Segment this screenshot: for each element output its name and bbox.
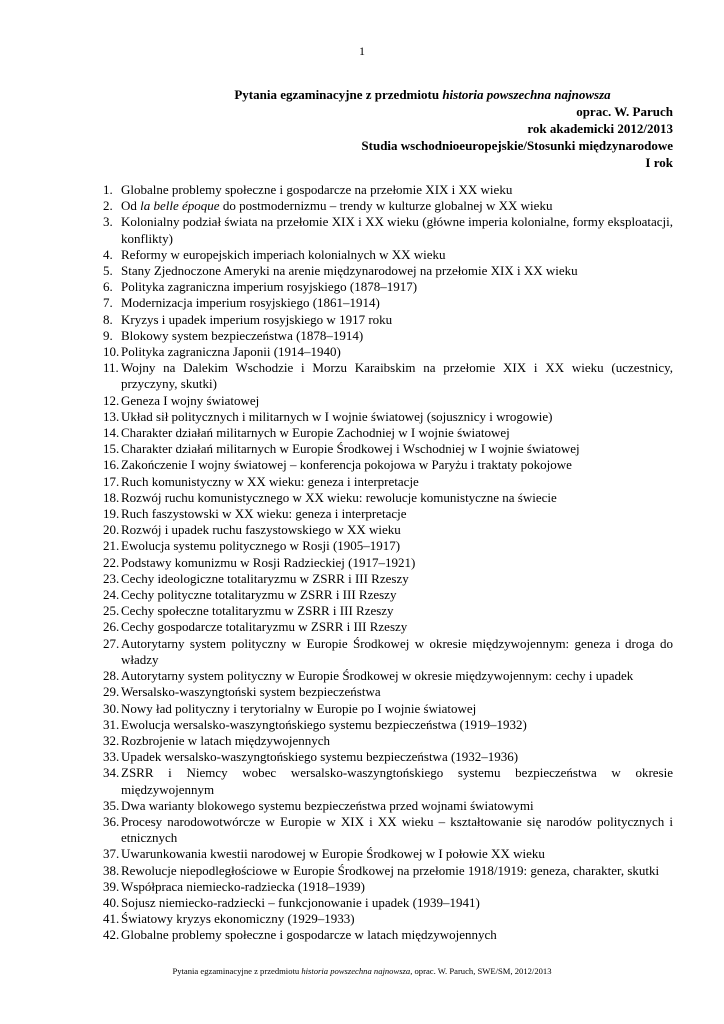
question-number: 25. [103,603,120,619]
document-title [100,86,673,103]
question-number: 8. [103,311,113,327]
question-item [103,214,673,246]
question-number: 1. [103,182,113,197]
question-text: Sojusz niemiecko-radziecki – funkcjonowanie i upadek (1939–1941) [121,894,480,910]
question-text: Wojny na Dalekim Wschodzie i Morzu Karaibskim na przełomie XIX i XX wieku (uczestnicy, przyczyny, skutki) [121,360,673,392]
question-text: Rozbrojenie w latach międzywojennych [121,732,331,748]
question-item [103,295,673,311]
question-item [103,587,673,603]
question-text: Ruch faszystowski w XX wieku: geneza i interpretacje [121,506,407,522]
question-text-italic: la belle époque [140,198,220,214]
question-item [103,393,673,409]
question-text: Dwa warianty blokowego systemu bezpieczeństwa przed wojnami światowymi [121,797,534,813]
question-item [103,538,673,554]
question-item [103,619,673,635]
page-number: 1 [359,44,365,58]
title-prefix: Pytania egzaminacyjne z przedmiotu [234,87,443,102]
question-item [103,895,673,911]
question-text: Procesy narodowotwórcze w Europie w XIX i XX wieku – kształtowanie się narodów politycznych i etnicznych [121,813,673,846]
question-item [103,490,673,506]
question-item [103,668,673,684]
question-item [103,425,673,441]
question-text: Światowy kryzys ekonomiczny (1929–1933) [121,911,355,927]
question-text: Uwarunkowania kwestii narodowej w Europie Środkowej w I połowie XX wieku [121,846,545,862]
question-text: Nowy ład polityczny i terytorialny w Europie po I wojnie światowej [121,700,477,716]
question-text: Ewolucja wersalsko-waszyngtońskiego systemu bezpieczeństwa (1919–1932) [121,716,527,732]
question-item [103,247,673,263]
question-number: 21. [103,538,120,554]
question-item [103,441,673,457]
question-text: Układ sił politycznych i militarnych w I wojnie światowej (sojusznicy i wrogowie) [121,408,553,424]
question-item [103,474,673,490]
question-text [121,198,673,214]
question-number: 42. [103,927,120,943]
question-number: 39. [103,878,120,894]
question-number: 22. [103,554,120,570]
question-item [103,927,673,943]
studies-line: Studia wschodnioeuropejskie/Stosunki międzynarodowe [361,138,673,153]
question-text: Autorytarny system polityczny w Europie Środkowej w okresie międzywojennym: geneza i droga do władzy [121,635,673,667]
question-item [103,863,673,879]
question-item [103,263,673,279]
question-text: Polityka zagraniczna imperium rosyjskiego (1878–1917) [121,279,418,295]
question-text: Cechy polityczne totalitaryzmu w ZSRR i III Rzeszy [121,587,397,603]
question-item [103,814,673,846]
question-text-part: do postmodernizmu – trendy w kulturze globalnej w XX wieku [219,198,553,214]
question-text: Ewolucja systemu politycznego w Rosji (1905–1917) [121,538,401,554]
question-number: 14. [103,425,120,441]
question-text: Wersalsko-waszyngtoński system bezpieczeństwa [121,684,381,700]
question-text: Współpraca niemiecko-radziecka (1918–1939) [121,878,366,894]
question-item [103,733,673,749]
question-number: 15. [103,441,120,457]
question-item [103,571,673,587]
question-text: Reformy w europejskich imperiach kolonialnych w XX wieku [121,246,446,262]
question-number: 26. [103,619,120,635]
question-number: 6. [103,279,113,295]
question-item [103,798,673,814]
question-text: Modernizacja imperium rosyjskiego (1861–1914) [121,295,380,311]
question-number: 16. [103,457,120,473]
question-number: 11. [103,360,119,376]
question-number: 9. [103,327,113,343]
question-item [103,846,673,862]
question-item [103,701,673,717]
question-item [103,279,673,295]
question-text-part: Od [121,198,141,214]
academic-year-line: rok akademicki 2012/2013 [527,121,673,136]
question-text: Cechy gospodarcze totalitaryzmu w ZSRR i III Rzeszy [121,619,408,635]
question-text: Cechy społeczne totalitaryzmu w ZSRR i III Rzeszy [121,603,394,619]
question-number: 27. [103,635,120,651]
question-item [103,749,673,765]
question-item [103,360,673,392]
question-item [103,522,673,538]
question-item [103,555,673,571]
question-text: Zakończenie I wojny światowej – konferencja pokojowa w Paryżu i traktaty pokojowe [121,457,572,473]
question-number: 24. [103,587,120,603]
question-number: 12. [103,392,120,408]
question-number: 40. [103,894,120,910]
question-text: Polityka zagraniczna Japonii (1914–1940) [121,344,341,360]
title-subject: historia powszechna najnowsza [442,87,611,102]
question-text: Autorytarny system polityczny w Europie Środkowej w okresie międzywojennym: cechy i upadek [121,668,634,684]
question-number: 38. [103,862,120,878]
question-item [103,879,673,895]
question-text: Upadek wersalsko-waszyngtońskiego systemu bezpieczeństwa (1932–1936) [121,749,519,765]
question-number: 5. [103,263,113,279]
question-number: 37. [103,846,120,862]
question-item [103,765,673,797]
question-item [103,312,673,328]
question-number: 32. [103,732,120,748]
question-text: Stany Zjednoczone Ameryki na arenie międzynarodowej na przełomie XIX i XX wieku [121,263,578,279]
question-number: 31. [103,716,120,732]
author-line: oprac. W. Paruch [576,104,673,119]
question-item [103,636,673,668]
question-text: Kryzys i upadek imperium rosyjskiego w 1917 roku [121,311,393,327]
question-text: Globalne problemy społeczne i gospodarcze w latach międzywojennych [121,927,497,943]
question-item [103,182,673,198]
question-text: ZSRR i Niemcy wobec wersalsko-waszyngtońskiego systemu bezpieczeństwa w okresie międzywojennym [121,765,673,797]
question-text: Cechy ideologiczne totalitaryzmu w ZSRR i III Rzeszy [121,570,409,586]
question-number: 34. [103,765,120,781]
footer-prefix: Pytania egzaminacyjne z przedmiotu [172,966,302,976]
document-header [100,86,673,171]
question-item [103,603,673,619]
footer-subject: historia powszechna najnowsza [301,966,411,976]
question-number: 28. [103,668,120,684]
question-number: 35. [103,797,120,813]
question-text: Rozwój i upadek ruchu faszystowskiego w XX wieku [121,522,401,538]
question-list [103,182,673,944]
question-number: 13. [103,408,120,424]
question-item [103,911,673,927]
question-number: 3. [103,214,113,230]
question-item [103,344,673,360]
question-text: Blokowy system bezpieczeństwa (1878–1914) [121,327,364,343]
question-number: 33. [103,749,120,765]
question-text: Charakter działań militarnych w Europie Środkowej i Wschodniej w I wojnie światowej [121,441,580,457]
question-number: 19. [103,506,120,522]
year-line: I rok [645,155,673,170]
question-number: 18. [103,489,120,505]
question-text: Kolonialny podział świata na przełomie XIX i XX wieku (główne imperia kolonialne, formy eksploatacji, konflikty) [121,214,673,246]
question-item [103,684,673,700]
question-item [103,457,673,473]
question-number: 41. [103,911,120,927]
footer-suffix: , oprac. W. Paruch, SWE/SM, 2012/2013 [410,966,552,976]
question-text: Rewolucje niepodległościowe w Europie Środkowej na przełomie 1918/1919: geneza, charakter, skutki [121,862,660,878]
question-number: 20. [103,522,120,538]
question-text: Rozwój ruchu komunistycznego w XX wieku: rewolucje komunistyczne na świecie [121,489,557,505]
question-number: 17. [103,473,120,489]
question-number: 7. [103,295,113,311]
question-number: 30. [103,700,120,716]
question-item [103,717,673,733]
question-text: Charakter działań militarnych w Europie Zachodniej w I wojnie światowej [121,425,510,441]
question-text: Globalne problemy społeczne i gospodarcze na przełomie XIX i XX wieku [121,182,513,197]
question-number: 10. [103,344,120,360]
question-text: Podstawy komunizmu w Rosji Radzieckiej (1917–1921) [121,554,416,570]
question-number: 29. [103,684,120,700]
question-item [103,198,673,214]
page-footer [0,966,724,976]
question-number: 4. [103,246,113,262]
question-text: Ruch komunistyczny w XX wieku: geneza i interpretacje [121,473,419,489]
question-number: 36. [103,813,120,829]
question-item [103,328,673,344]
question-number: 2. [103,198,113,214]
question-text: Geneza I wojny światowej [121,392,260,408]
question-item [103,506,673,522]
question-number: 23. [103,570,120,586]
question-item [103,409,673,425]
